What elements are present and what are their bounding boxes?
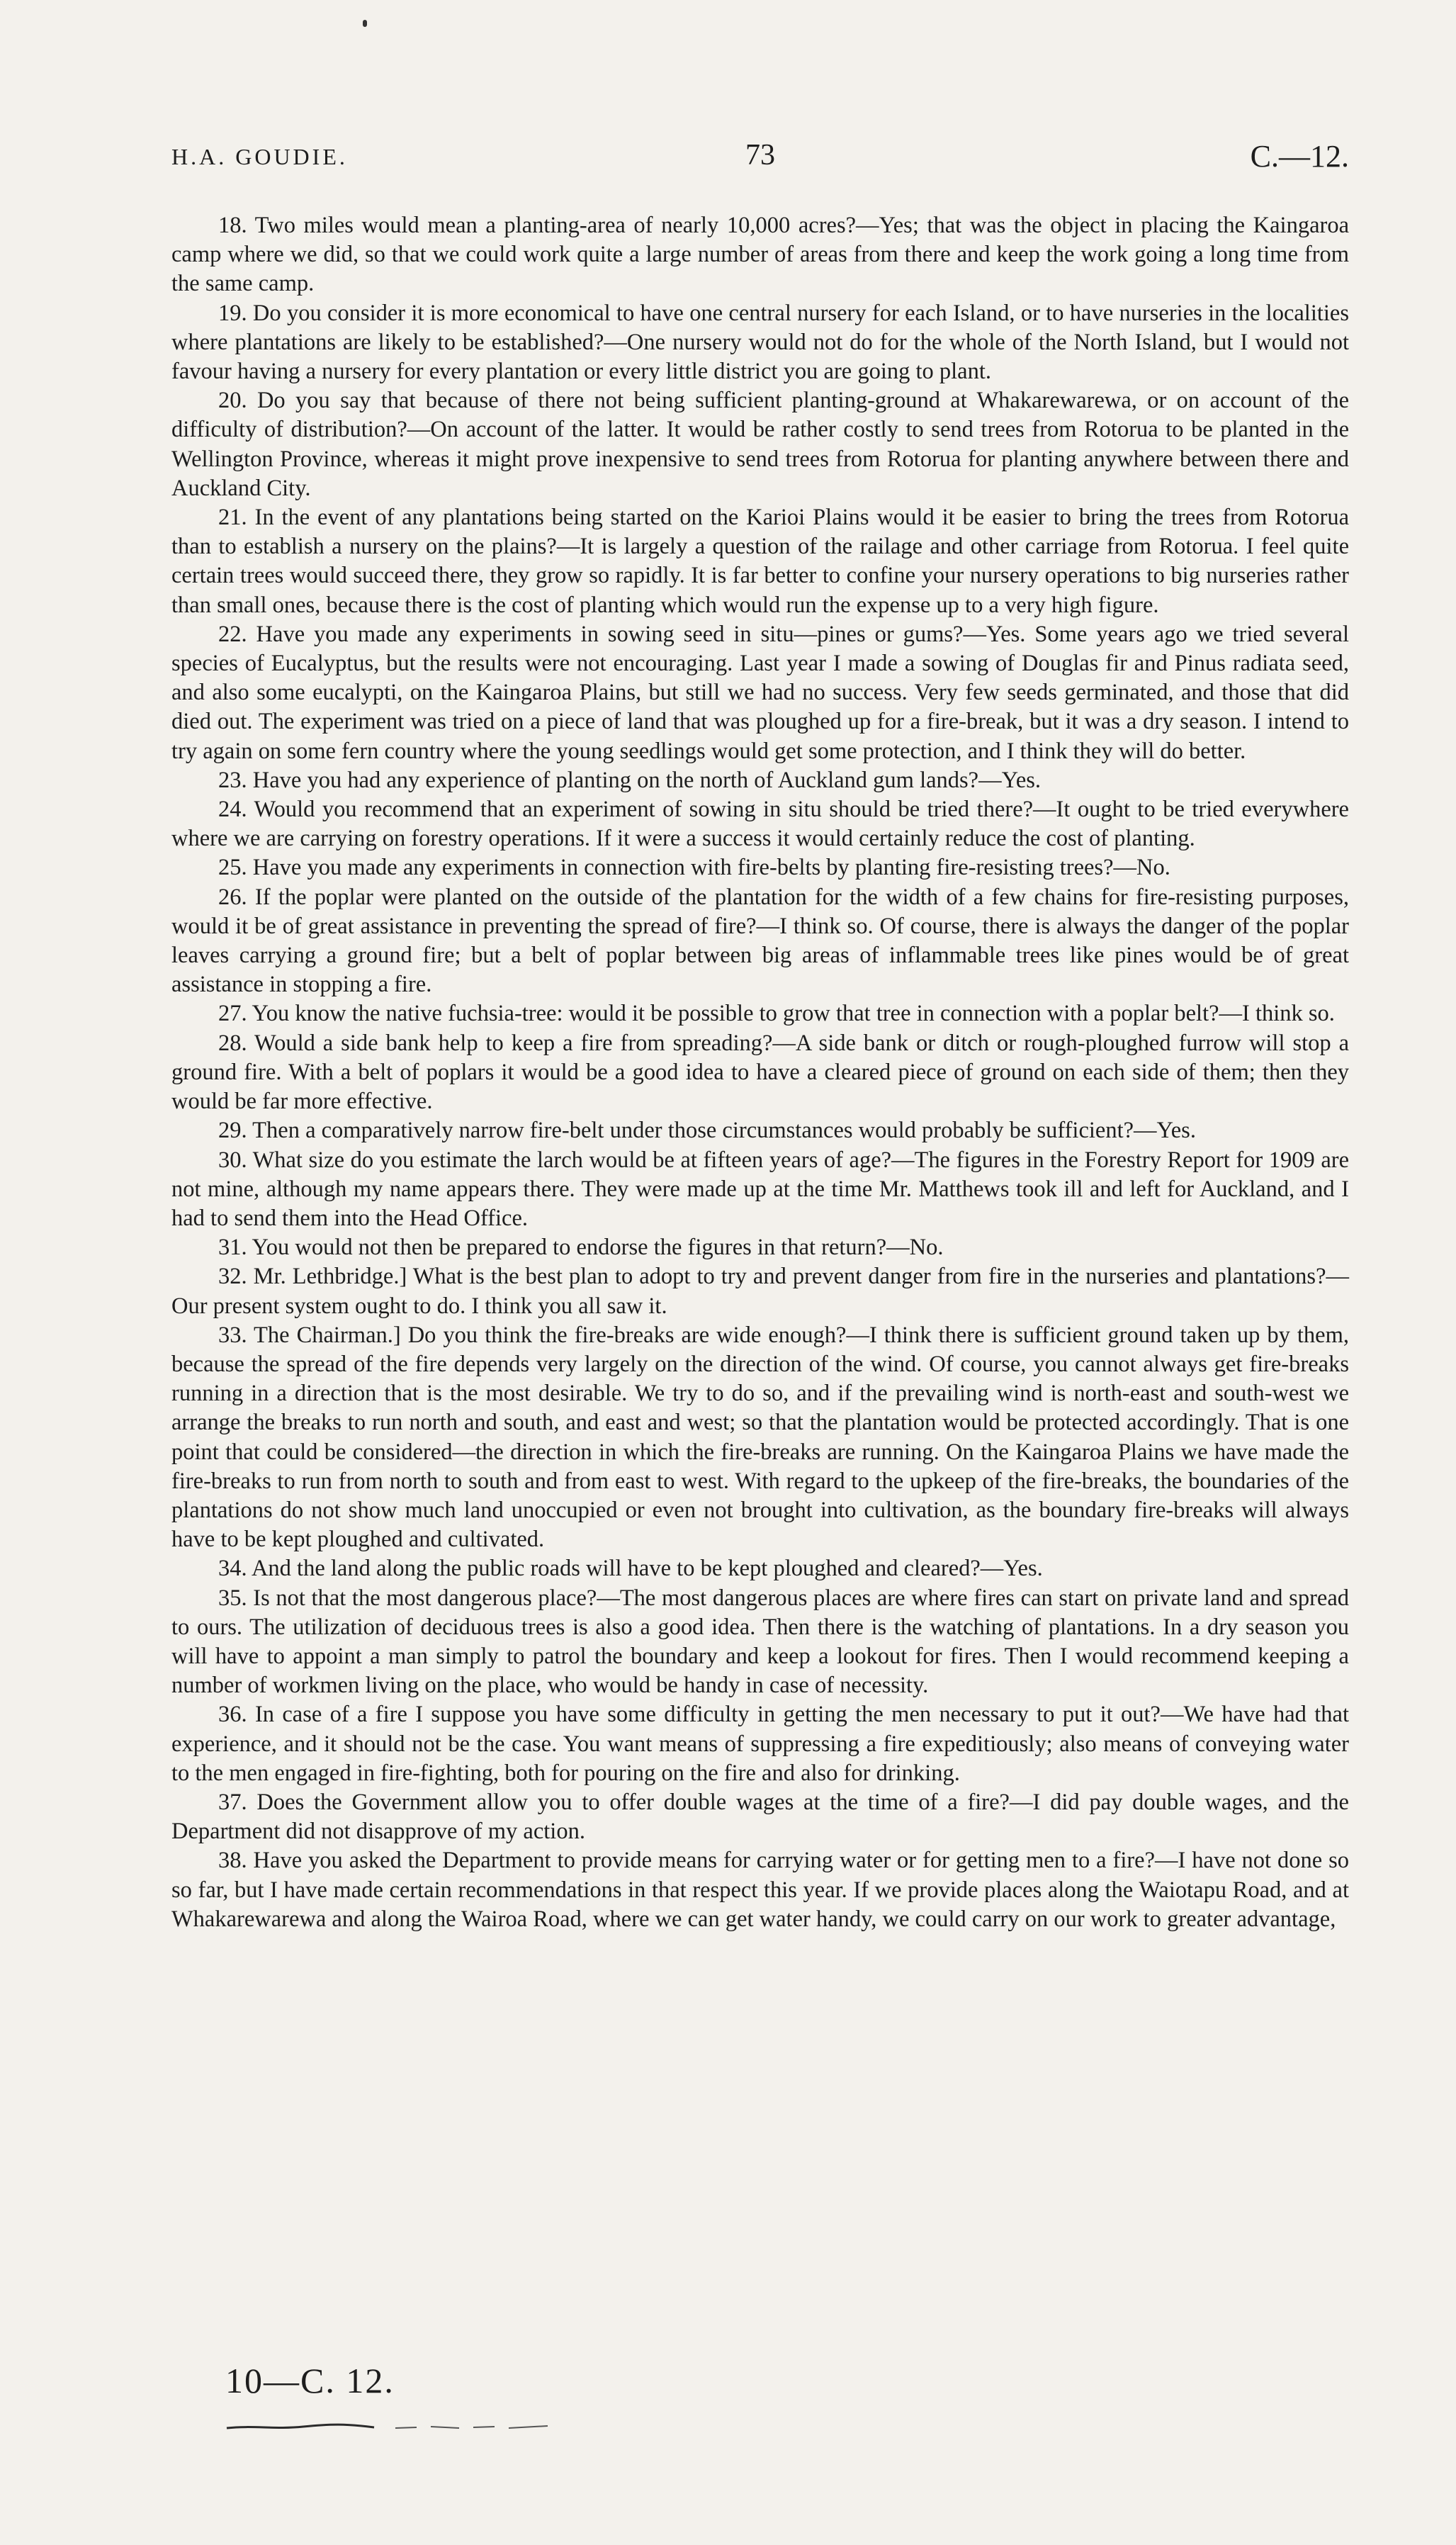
paragraph-26: 26. If the poplar were planted on the outside of the plantation for the width of a few chains for fire-resisting purposes, would it be of great assistance in preventing the spread of fire?—I think so. Of course, there is always the danger of the poplar leaves carrying a ground fire; but a belt of poplar between big areas of inflammable trees like pines would be of great assistance in stopping a fire. [171, 884, 1349, 998]
ink-speck [363, 20, 367, 27]
paragraph-31: 31. You would not then be prepared to endorse the figures in that return?—No. [218, 1235, 944, 1261]
document-code: C.—12. [1250, 139, 1349, 174]
paragraph-29: 29. Then a comparatively narrow fire-belt under those circumstances would probably be sufficient?—Yes. [218, 1118, 1196, 1144]
page-body [171, 211, 1349, 1934]
paragraph-28: 28. Would a side bank help to keep a fire from spreading?—A side bank or ditch or rough-ploughed furrow will stop a ground fire. With a belt of poplars it would be a good idea to have a cleared piece of ground on each side of them; then they would be far more effective. [171, 1030, 1349, 1115]
paragraph-30: 30. What size do you estimate the larch would be at fifteen years of age?—The figures in the Forestry Report for 1909 are not mine, although my name appears there. They were made up at the time Mr. Matthews took ill and left for Auckland, and I had to send them into the Head Office. [171, 1147, 1349, 1231]
paragraph-35: 35. Is not that the most dangerous place?—The most dangerous places are where fires can start on private land and spread to ours. The utilization of deciduous trees is also a good idea. Then there is the watching of plantations. In a dry season you will have to appoint a man simply to patrol the boundary and keep a lookout for fires. Then I would recommend keeping a number of workmen living on the place, who would be handy in case of necessity. [171, 1585, 1349, 1699]
paragraph-20: 20. Do you say that because of there not being sufficient planting-ground at Whakarewarewa, or on account of the difficulty of distribution?—On account of the latter. It would be rather costly to send trees from Rotorua to be planted in the Wellington Province, whereas it might prove inexpensive to send trees from Rotorua for planting anywhere between there and Auckland City. [171, 388, 1349, 501]
paragraph-19: 19. Do you consider it is more economical to have one central nursery for each Island, or to have nurseries in the localities where plantations are likely to be established?—One nursery would not do for the whole of the North Island, but I would not favour having a nursery for every plantation or every little district you are going to plant. [171, 300, 1349, 385]
paragraph-23: 23. Have you had any experience of planting on the north of Auckland gum lands?—Yes. [218, 767, 1042, 793]
paragraph-38: 38. Have you asked the Department to provide means for carrying water or for getting men to a fire?—I have not done so so far, but I have made certain recommendations in that respect this year. If we provide places along the Waiotapu Road, and at Whakarewarewa and along the Wairoa Road, where we can get water handy, we could carry on our work to greater advantage, [171, 1848, 1349, 1932]
paragraph-36: 36. In case of a fire I suppose you have some difficulty in getting the men necessary to put it out?—We have had that experience, and it should not be the case. You want means of suppressing a fire expeditiously; also means of conveying water to the men engaged in fire-fighting, both for pouring on the fire and also for drinking. [171, 1702, 1349, 1786]
paragraph-18: 18. Two miles would mean a planting-area of nearly 10,000 acres?—Yes; that was the object in placing the Kaingaroa camp where we did, so that we could work quite a large number of areas from there and keep the work going a long time from the same camp. [171, 213, 1349, 297]
paragraph-37: 37. Does the Government allow you to offer double wages at the time of a fire?—I did pay double wages, and the Department did not disapprove of my action. [171, 1789, 1349, 1845]
paragraph-22: 22. Have you made any experiments in sowing seed in situ—pines or gums?—Yes. Some years ago we tried several species of Eucalyptus, but the results were not encouraging. Last year I made a sowing of Douglas fir and Pinus radiata seed, and also some eucalypti, on the Kaingaroa Plains, but still we had no success. Very few seeds germinated, and those that did died out. The experiment was tried on a piece of land that was ploughed up for a fire-break, but it was a dry season. I intend to try again on some fern country where the young seedlings would get some protection, and I think they will do better. [171, 621, 1349, 764]
paragraph-33: 33. The Chairman.] Do you think the fire-breaks are wide enough?—I think there is sufficient ground taken up by them, because the spread of the fire depends very largely on the direction of the wind. Of course, you cannot always get fire-breaks running in a direction that is the most desirable. We try to do so, and if the prevailing wind is north-east and south-west we arrange the breaks to run north and south, and east and west; so that the plantation would be protected accordingly. That is one point that could be considered—the direction in which the fire-breaks are running. On the Kaingaroa Plains we have made the fire-breaks to run from north to south and from east to west. With regard to the upkeep of the fire-breaks, the boundaries of the plantations do not show much land unoccupied or even not brought into cultivation, as the boundary fire-breaks will always have to be kept ploughed and cultivated. [171, 1322, 1349, 1553]
paragraph-32: 32. Mr. Lethbridge.] What is the best plan to adopt to try and prevent danger from fire in the nurseries and plantations?—Our present system ought to do. I think you all saw it. [171, 1264, 1349, 1319]
witness-name: H.A. GOUDIE. [171, 144, 348, 169]
paragraph-25: 25. Have you made any experiments in connection with fire-belts by planting fire-resisting trees?—No. [218, 855, 1170, 881]
paragraph-27: 27. You know the native fuchsia-tree: would it be possible to grow that tree in connection with a poplar belt?—I think so. [218, 1001, 1335, 1027]
paragraph-21: 21. In the event of any plantations being started on the Karioi Plains would it be easier to bring the trees from Rotorua than to establish a nursery on the plains?—It is largely a question of the railage and other carriage from Rotorua. I feel quite certain trees would succeed there, they grow so rapidly. It is far better to confine your nursery operations to big nurseries rather than small ones, because there is the cost of planting which would run the expense up to a very high figure. [171, 505, 1349, 618]
printer-scribble [225, 2418, 551, 2434]
paragraph-24: 24. Would you recommend that an experiment of sowing in situ should be tried there?—It ought to be tried everywhere where we are carrying on forestry operations. If it were a success it would certainly reduce the cost of planting. [171, 797, 1349, 852]
page-header [171, 138, 1349, 181]
page-number: 73 [745, 139, 775, 172]
paragraph-34: 34. And the land along the public roads will have to be kept ploughed and cleared?—Yes. [218, 1556, 1043, 1582]
signature-mark: 10—C. 12. [225, 2361, 395, 2400]
